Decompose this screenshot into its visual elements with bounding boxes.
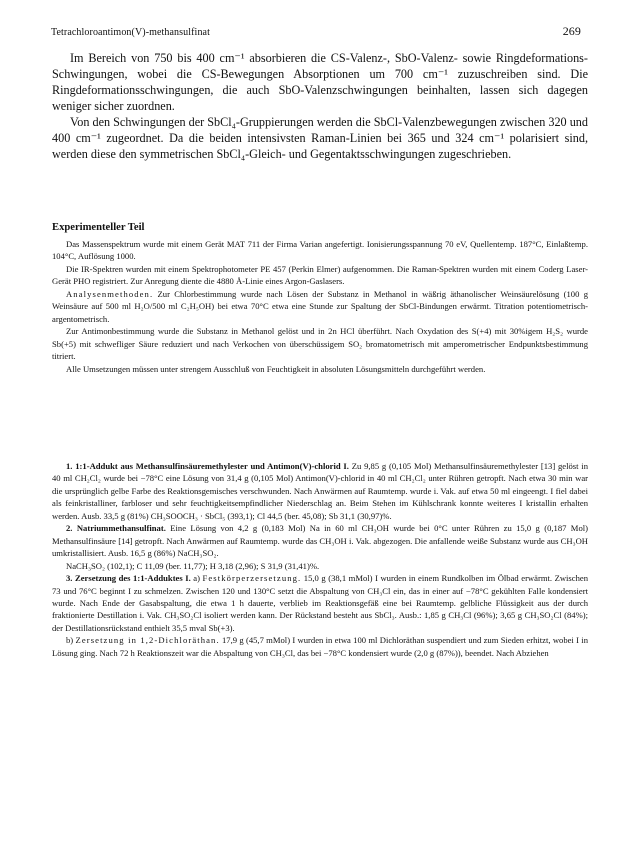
paragraph-mass-spectrum: Das Massenspektrum wurde mit einem Gerät MAT 711 der Firma Varian angefertigt. Ionisierungsspannung 70 eV, Quellentemp. 187°C, Einlaßtemp. 104°C, Auflösung 1000. [52, 239, 588, 262]
step1-title: 1. 1:1-Addukt aus Methansulfinsäuremethylester und Antimon(V)-chlorid I. [66, 461, 349, 471]
page-number: 269 [562, 24, 581, 38]
paragraph-ir-raman-instruments: Die IR-Spektren wurden mit einem Spektrophotometer PE 457 (Perkin Elmer) aufgenommen. Die Raman-Spektren wurden mit einem Coderg Laser-Gerät PHO registriert. Zur Anregung diente die 4880 Å-Linie eines Argon-Gaslasers. [52, 263, 588, 287]
step2-text: Eine Lösung von 4,2 g (0,183 Mol) Na in 60 ml CH₃OH wurde bei 0°C unter Rühren zu 15,0 g (0,187 Mol) Methansulfinsäure [14] getropft. Nach Anwärmen auf Raumtemp. wurde das CH₃OH i. Vak. abgezogen. Die anfallende weiße Substanz wurde aus CH₃OH umkristallisiert. Ausb. 16,5 g (86%) NaCH₃SO₂. [52, 523, 588, 559]
step3a-lead: Festkörperzersetzung. [202, 573, 302, 584]
section-heading-experimental: Experimenteller Teil [52, 222, 145, 233]
experimental-block [52, 238, 588, 375]
step3a-label: a) [190, 573, 203, 584]
step3b-lead: Zersetzung in 1,2-Dichloräthan. [75, 635, 220, 646]
step3a-text: 15,0 g (38,1 mMol) I wurden in einem Rundkolben im Ölbad erwärmt. Zwischen 73 und 76°C beginnt I zu schmelzen. Zwischen 120 und 130°C setzt die Abspaltung von CH₃Cl ein, das in einer auf −78°C gekühlten Falle kondensiert wurde. Nach Ende der Gasabspaltung, die etwa 1 h dauerte, verblieb im Reaktionsgefäß eine bei Raumtemp. gelbliche Flüssigkeit aus der durch fraktionierte Destillation i. Vak. CH₃SO₂Cl isoliert werden kann. Der Rückstand besteht aus SbCl₃. Ausb.: 1,85 g CH₃Cl (96%); 3,65 g CH₃SO₂Cl (84%); der Destillationsrückstand enthielt 35,5 mval Sb(+3). [52, 573, 588, 633]
intro-text [52, 50, 588, 162]
paragraph-ir-assignment: Im Bereich von 750 bis 400 cm⁻¹ absorbieren die CS-Valenz-, SbO-Valenz- sowie Ringdeformations-Schwingungen, wobei die CS-Bewegungen Absorptionen um 700 cm⁻¹ zuzuschreiben sind. Die Ringdeformationsschwingungen, die auch SbO-Valenzschwingungen beinhalten, lassen sich dagegen weniger sicher zuordnen. [52, 51, 588, 113]
analysis-methods-text: Zur Chlorbestimmung wurde nach Lösen der Substanz in Methanol in wäßrig äthanolischer Weinsäurelösung (100 g Weinsäure auf 500 ml H₂O/500 ml C₂H₅OH) bei etwa 70°C etwa eine Stunde zur Spaltung der SbCl-Bindungen erwärmt. Titration potentiometrisch-argentometrisch. [52, 288, 588, 324]
paragraph-step1 [52, 460, 588, 522]
step2-title: 2. Natriummethansulfinat. [66, 523, 166, 534]
paragraph-analysis-methods [52, 288, 588, 325]
paragraph-step3b [52, 634, 588, 659]
step3-title: 3. Zersetzung des 1:1-Adduktes I. [66, 573, 191, 584]
paragraph-raman-assignment: Von den Schwingungen der SbCl₄-Gruppierungen werden die SbCl-Valenzbewegungen zwischen 320 und 400 cm⁻¹ zugeordnet. Da die beiden intensivsten Raman-Linien bei 365 und 324 cm⁻¹ polarisiert sind, werden diese den symmetrischen SbCl₄-Gleich- und Gegentaktsschwingungen zugeschrieben. [52, 115, 588, 161]
step2-analysis-line: NaCH₃SO₂ (102,1); C 11,09 (ber. 11,77); H 3,18 (2,96); S 31,9 (31,41)%. [66, 560, 320, 571]
procedure-block [52, 460, 588, 659]
paragraph-moisture-exclusion: Alle Umsetzungen müssen unter strengem Ausschluß von Feuchtigkeit in absoluten Lösungsmitteln durchgeführt werden. [66, 363, 486, 374]
step3b-label: b) [66, 635, 76, 646]
paragraph-step3a [52, 572, 588, 634]
paragraph-step2 [52, 522, 588, 559]
running-head [51, 24, 581, 39]
paragraph-antimony-determination: Zur Antimonbestimmung wurde die Substanz in Methanol gelöst und in 2n HCl überführt. Nach Oxydation des S(+4) mit 30%igem H₂S₂ wurde Sb(+5) mit schwefliger Säure reduziert und nach Verkochen von überschüssigem SO₂ bromatometrisch mit amperometrischer Endpunktsbestimmung titriert. [52, 326, 588, 362]
analysis-methods-lead: Analysenmethoden. [66, 288, 154, 299]
step3b-text: 17,9 g (45,7 mMol) I wurden in etwa 100 ml Dichloräthan suspendiert und zum Sieden erhitzt, wobei I in Lösung ging. Nach 72 h Reaktionszeit war die Abspaltung von CH₃Cl, das bei −78°C kondensiert wurde (2,0 g (87%)), beendet. Nach Abziehen [52, 635, 588, 658]
running-title: Tetrachloroantimon(V)-methansulfinat [51, 27, 210, 38]
step1-text: Zu 9,85 g (0,105 Mol) Methansulfinsäuremethylester [13] gelöst in 40 ml CH₂Cl₂ wurde bei −78°C eine Lösung von 31,4 g (0,105 Mol) Antimon(V)-chlorid in 40 ml CH₂Cl₂ unter Rühren getropft. Nach etwa 30 min war die ursprünglich gelbe Farbe des Reaktionsgemisches verschwunden. Nach Anwärmen auf Raumtemp. wurde i. Vak. auf etwa 50 ml eingeengt. I fiel dabei als feinkristalliner, farbloser und sehr feuchtigkeitsempfindlicher Niederschlag an. Beim Stehen im Kühlschrank konnte weiteres I kristallin erhalten werden. Ausb. 33,5 g (81%) CH₃SOOCH₃ · SbCl₅ (393,1); Cl 44,5 (ber. 45,08); Sb 31,1 (30,97)%. [52, 461, 588, 521]
